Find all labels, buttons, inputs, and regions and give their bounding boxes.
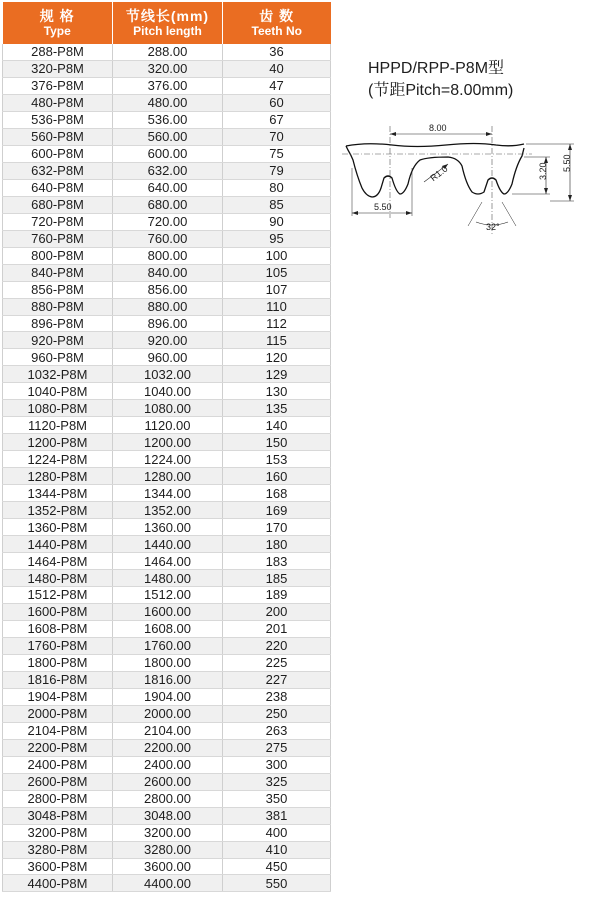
cell-type: 960-P8M [3,349,113,366]
cell-teeth-no: 79 [223,162,331,179]
cell-teeth-no: 350 [223,790,331,807]
cell-teeth-no: 120 [223,349,331,366]
dim-angle: 32° [486,222,500,232]
table-row [3,807,331,824]
cell-pitch-length: 3280.00 [113,841,223,858]
cell-pitch-length: 1280.00 [113,468,223,485]
cell-pitch-length: 1360.00 [113,519,223,536]
cell-pitch-length: 800.00 [113,247,223,264]
cell-type: 320-P8M [3,60,113,77]
angle-line-left [468,202,482,226]
cell-type: 1800-P8M [3,654,113,671]
cell-pitch-length: 1352.00 [113,502,223,519]
cell-teeth-no: 130 [223,383,331,400]
cell-type: 1120-P8M [3,417,113,434]
table-row [3,603,331,620]
cell-pitch-length: 536.00 [113,111,223,128]
cell-teeth-no: 135 [223,400,331,417]
table-row [3,875,331,892]
dim-tooth-width: 5.50 [374,202,392,212]
arrow-head [544,157,548,163]
cell-pitch-length: 1040.00 [113,383,223,400]
cell-pitch-length: 1904.00 [113,688,223,705]
table-row [3,688,331,705]
table-row [3,536,331,553]
cell-type: 3200-P8M [3,824,113,841]
cell-type: 896-P8M [3,315,113,332]
cell-type: 480-P8M [3,94,113,111]
table-row [3,60,331,77]
table-row [3,553,331,570]
cell-pitch-length: 720.00 [113,213,223,230]
cell-teeth-no: 168 [223,485,331,502]
arrow-head [568,144,572,150]
cell-type: 3280-P8M [3,841,113,858]
cell-pitch-length: 680.00 [113,196,223,213]
cell-type: 1224-P8M [3,451,113,468]
cell-teeth-no: 400 [223,824,331,841]
cell-pitch-length: 1032.00 [113,366,223,383]
table-row [3,332,331,349]
cell-pitch-length: 1344.00 [113,485,223,502]
table-row [3,77,331,94]
cell-pitch-length: 560.00 [113,128,223,145]
cell-type: 1816-P8M [3,671,113,688]
cell-type: 536-P8M [3,111,113,128]
table-row [3,756,331,773]
table-row [3,841,331,858]
cell-pitch-length: 600.00 [113,145,223,162]
cell-type: 2000-P8M [3,705,113,722]
table-row [3,637,331,654]
cell-pitch-length: 2400.00 [113,756,223,773]
cell-type: 1464-P8M [3,553,113,570]
arrow-head [352,211,358,215]
table-row [3,128,331,145]
table-row [3,722,331,739]
cell-teeth-no: 112 [223,315,331,332]
cell-pitch-length: 1200.00 [113,434,223,451]
dim-tooth-height: 3.20 [538,162,548,180]
table-row [3,739,331,756]
cell-pitch-length: 2200.00 [113,739,223,756]
dim-pitch: 8.00 [429,123,447,133]
header-pitch-en: Pitch length [133,24,202,38]
cell-teeth-no: 325 [223,773,331,790]
table-row [3,790,331,807]
cell-teeth-no: 90 [223,213,331,230]
cell-pitch-length: 288.00 [113,44,223,60]
cell-teeth-no: 180 [223,536,331,553]
cell-teeth-no: 60 [223,94,331,111]
cell-teeth-no: 450 [223,858,331,875]
table-row [3,111,331,128]
table-row [3,671,331,688]
spec-table [2,2,331,892]
arrow-head [406,211,412,215]
arrow-head [544,188,548,194]
table-row [3,519,331,536]
cell-teeth-no: 160 [223,468,331,485]
dim-total-height: 5.50 [562,154,572,172]
table-row [3,247,331,264]
cell-teeth-no: 107 [223,281,331,298]
tooth-profile-diagram [336,118,586,238]
cell-type: 4400-P8M [3,875,113,892]
cell-teeth-no: 189 [223,587,331,604]
table-row [3,230,331,247]
cell-type: 1344-P8M [3,485,113,502]
header-type [3,2,113,44]
cell-teeth-no: 183 [223,553,331,570]
cell-teeth-no: 185 [223,570,331,587]
table-row [3,451,331,468]
cell-type: 760-P8M [3,230,113,247]
cell-pitch-length: 1120.00 [113,417,223,434]
cell-pitch-length: 2000.00 [113,705,223,722]
cell-teeth-no: 129 [223,366,331,383]
cell-teeth-no: 238 [223,688,331,705]
profile-subtitle: (节距Pitch=8.00mm) [368,82,514,99]
cell-type: 880-P8M [3,298,113,315]
cell-type: 856-P8M [3,281,113,298]
cell-type: 600-P8M [3,145,113,162]
cell-type: 2104-P8M [3,722,113,739]
cell-type: 1200-P8M [3,434,113,451]
cell-pitch-length: 3048.00 [113,807,223,824]
cell-type: 3048-P8M [3,807,113,824]
cell-type: 840-P8M [3,264,113,281]
cell-teeth-no: 153 [223,451,331,468]
cell-type: 680-P8M [3,196,113,213]
cell-pitch-length: 4400.00 [113,875,223,892]
cell-teeth-no: 220 [223,637,331,654]
table-row [3,383,331,400]
cell-type: 1760-P8M [3,637,113,654]
cell-type: 376-P8M [3,77,113,94]
cell-teeth-no: 250 [223,705,331,722]
cell-type: 1600-P8M [3,603,113,620]
cell-pitch-length: 640.00 [113,179,223,196]
cell-pitch-length: 2800.00 [113,790,223,807]
header-teeth [223,2,331,44]
cell-teeth-no: 95 [223,230,331,247]
cell-pitch-length: 320.00 [113,60,223,77]
table-row [3,417,331,434]
table-row [3,315,331,332]
table-row [3,145,331,162]
cell-teeth-no: 169 [223,502,331,519]
cell-teeth-no: 47 [223,77,331,94]
cell-pitch-length: 1512.00 [113,587,223,604]
header-teeth-cn: 齿 数 [259,8,295,24]
cell-teeth-no: 170 [223,519,331,536]
cell-type: 1608-P8M [3,620,113,637]
cell-type: 560-P8M [3,128,113,145]
table-row [3,587,331,604]
cell-teeth-no: 201 [223,620,331,637]
cell-pitch-length: 1480.00 [113,570,223,587]
cell-type: 1512-P8M [3,587,113,604]
cell-type: 3600-P8M [3,858,113,875]
cell-teeth-no: 225 [223,654,331,671]
cell-type: 2800-P8M [3,790,113,807]
profile-title: HPPD/RPP-P8M型 [368,60,505,77]
table-row [3,468,331,485]
table-row [3,502,331,519]
cell-teeth-no: 115 [223,332,331,349]
table-row [3,162,331,179]
table-row [3,485,331,502]
arrow-head [486,132,492,136]
cell-type: 1280-P8M [3,468,113,485]
cell-pitch-length: 1760.00 [113,637,223,654]
cell-pitch-length: 760.00 [113,230,223,247]
table-row [3,298,331,315]
table-header [3,2,331,44]
table-row [3,705,331,722]
cell-type: 1032-P8M [3,366,113,383]
arrow-head [390,132,396,136]
cell-pitch-length: 920.00 [113,332,223,349]
cell-teeth-no: 40 [223,60,331,77]
cell-type: 2200-P8M [3,739,113,756]
belt-top-edge [346,144,524,147]
cell-type: 920-P8M [3,332,113,349]
header-pitch-cn: 节线长(mm) [125,8,210,24]
cell-teeth-no: 67 [223,111,331,128]
cell-teeth-no: 70 [223,128,331,145]
cell-teeth-no: 410 [223,841,331,858]
table-row [3,366,331,383]
profile-title-block [368,58,513,102]
angle-line-right [502,202,516,226]
table-row [3,773,331,790]
cell-pitch-length: 1600.00 [113,603,223,620]
cell-type: 800-P8M [3,247,113,264]
cell-pitch-length: 1800.00 [113,654,223,671]
cell-type: 1080-P8M [3,400,113,417]
cell-type: 1040-P8M [3,383,113,400]
cell-pitch-length: 376.00 [113,77,223,94]
cell-pitch-length: 3600.00 [113,858,223,875]
cell-type: 2600-P8M [3,773,113,790]
table-row [3,281,331,298]
cell-pitch-length: 480.00 [113,94,223,111]
cell-pitch-length: 2600.00 [113,773,223,790]
cell-type: 1352-P8M [3,502,113,519]
header-type-cn: 规 格 [39,8,75,24]
cell-pitch-length: 2104.00 [113,722,223,739]
cell-teeth-no: 300 [223,756,331,773]
cell-teeth-no: 227 [223,671,331,688]
cell-type: 2400-P8M [3,756,113,773]
table-row [3,44,331,60]
cell-teeth-no: 550 [223,875,331,892]
cell-type: 640-P8M [3,179,113,196]
cell-teeth-no: 150 [223,434,331,451]
cell-teeth-no: 140 [223,417,331,434]
table-row [3,213,331,230]
cell-pitch-length: 896.00 [113,315,223,332]
table-row [3,858,331,875]
cell-type: 288-P8M [3,44,113,60]
cell-teeth-no: 381 [223,807,331,824]
cell-teeth-no: 85 [223,196,331,213]
cell-pitch-length: 880.00 [113,298,223,315]
table-row [3,824,331,841]
cell-type: 720-P8M [3,213,113,230]
cell-pitch-length: 1080.00 [113,400,223,417]
cell-teeth-no: 36 [223,44,331,60]
table-row [3,349,331,366]
header-pitch [113,2,223,44]
table-row [3,264,331,281]
table-row [3,620,331,637]
table-row [3,196,331,213]
cell-pitch-length: 3200.00 [113,824,223,841]
cell-teeth-no: 110 [223,298,331,315]
table-row [3,400,331,417]
cell-teeth-no: 75 [223,145,331,162]
cell-pitch-length: 1608.00 [113,620,223,637]
cell-teeth-no: 275 [223,739,331,756]
cell-pitch-length: 856.00 [113,281,223,298]
cell-teeth-no: 263 [223,722,331,739]
cell-teeth-no: 200 [223,603,331,620]
cell-pitch-length: 632.00 [113,162,223,179]
table-body [3,44,331,892]
cell-pitch-length: 1440.00 [113,536,223,553]
header-type-en: Type [43,24,71,38]
cell-type: 632-P8M [3,162,113,179]
cell-teeth-no: 100 [223,247,331,264]
cell-pitch-length: 1224.00 [113,451,223,468]
header-teeth-en: Teeth No [251,24,302,38]
dim-radius: R1.0 [428,163,450,184]
table-row [3,94,331,111]
cell-type: 1904-P8M [3,688,113,705]
arrow-head [568,195,572,201]
cell-type: 1480-P8M [3,570,113,587]
cell-pitch-length: 1816.00 [113,671,223,688]
cell-teeth-no: 105 [223,264,331,281]
table-row [3,179,331,196]
table-row [3,654,331,671]
cell-type: 1360-P8M [3,519,113,536]
table-row [3,570,331,587]
cell-pitch-length: 1464.00 [113,553,223,570]
table-row [3,434,331,451]
cell-pitch-length: 840.00 [113,264,223,281]
cell-teeth-no: 80 [223,179,331,196]
cell-type: 1440-P8M [3,536,113,553]
cell-pitch-length: 960.00 [113,349,223,366]
